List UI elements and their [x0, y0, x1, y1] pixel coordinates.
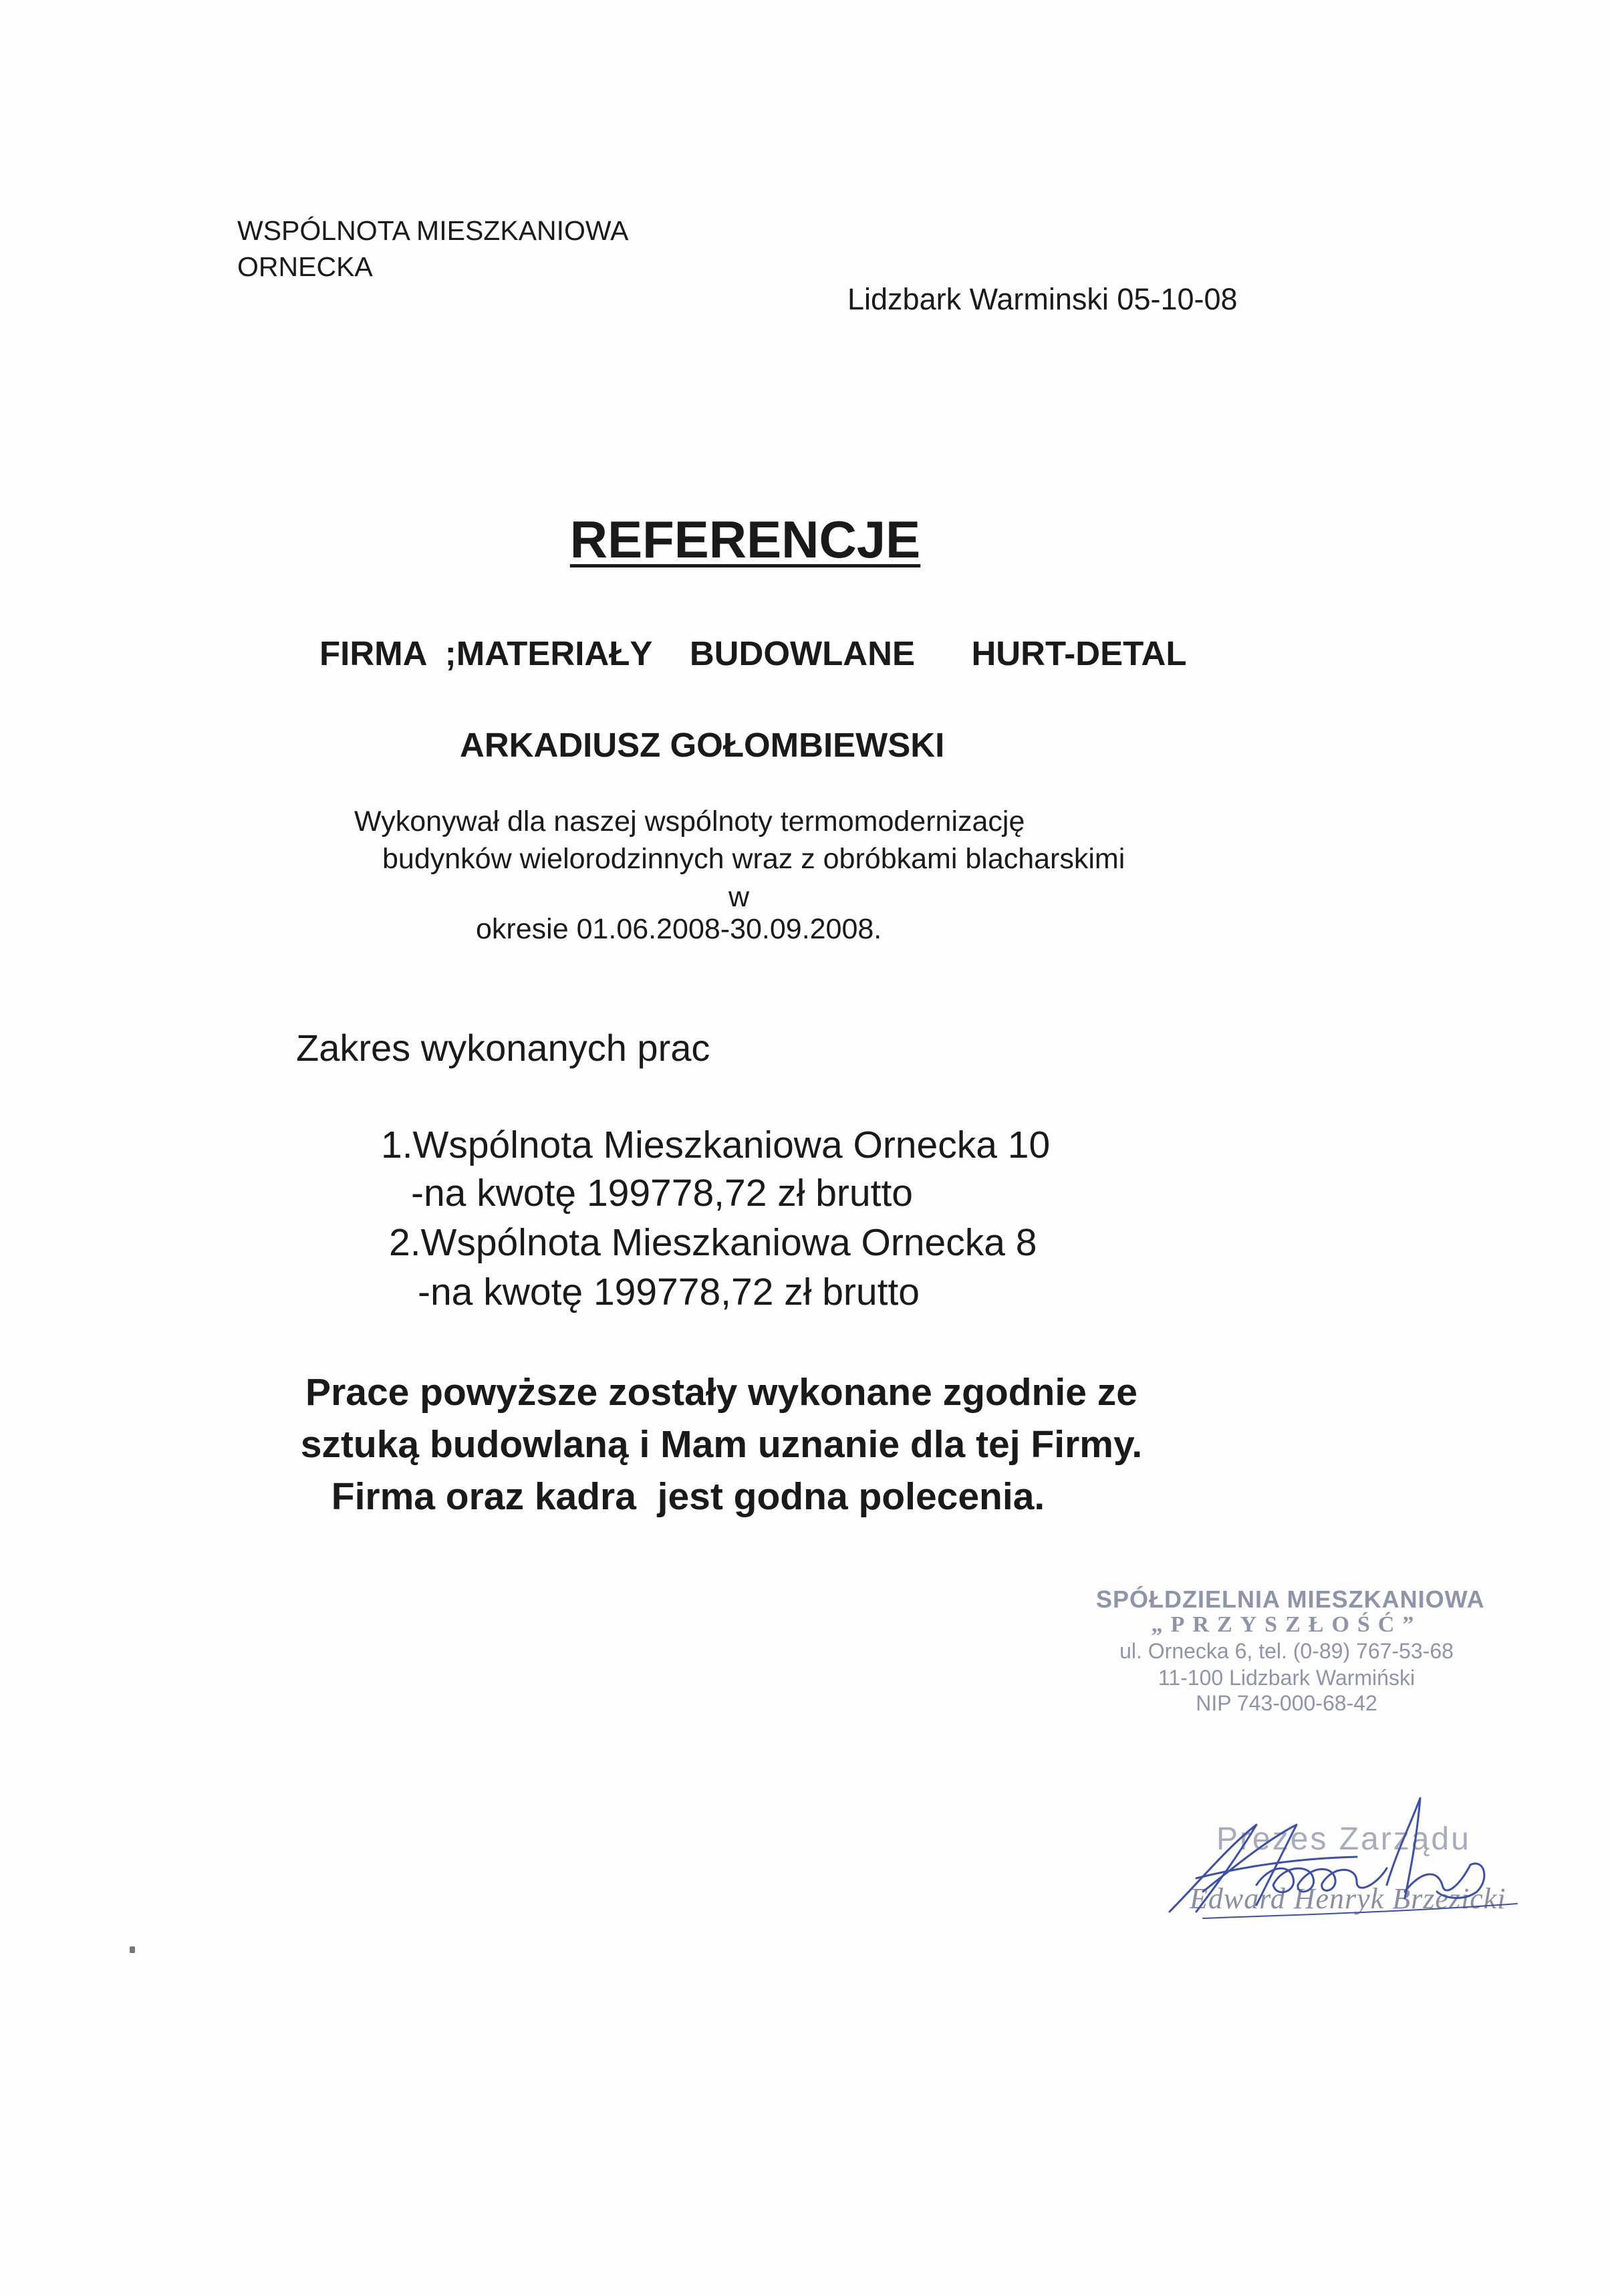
work-item-2-amount: -na kwotę 199778,72 zł brutto	[418, 1271, 920, 1313]
sender-line-1: WSPÓLNOTA MIESZKANIOWA	[237, 215, 629, 246]
scan-speck	[130, 1946, 135, 1953]
stamp-line-3: ul. Ornecka 6, tel. (0-89) 767-53-68	[1119, 1639, 1454, 1663]
closing-line-2: sztuką budowlaną i Mam uznanie dla tej Firmy.	[300, 1423, 1143, 1466]
document-title: REFERENCJE	[569, 510, 921, 569]
description-line-3: w	[728, 881, 750, 913]
work-item-1-amount: -na kwotę 199778,72 zł brutto	[411, 1172, 913, 1215]
stamp-line-4: 11-100 Lidzbark Warmiński	[1158, 1666, 1416, 1690]
stamp-line-5: NIP 743-000-68-42	[1196, 1691, 1377, 1715]
sender-address	[237, 213, 628, 285]
description-line-4: okresie 01.06.2008-30.09.2008.	[476, 913, 882, 945]
firm-name-line-1: FIRMA ;MATERIAŁY BUDOWLANE HURT-DETAL	[319, 634, 1187, 672]
stamp-line-1: SPÓŁDZIELNIA MIESZKANIOWA	[1096, 1585, 1485, 1613]
stamp-line-2: „PRZYSZŁOŚĆ”	[1151, 1612, 1422, 1637]
place-and-date: Lidzbark Warminski 05-10-08	[847, 282, 1238, 316]
signature-title-stamp: Prezes Zarządu	[1216, 1821, 1471, 1857]
work-item-1-title: 1.Wspólnota Mieszkaniowa Ornecka 10	[381, 1124, 1051, 1166]
handwritten-signature	[1156, 1785, 1530, 1932]
closing-line-3: Firma oraz kadra jest godna polecenia.	[331, 1475, 1045, 1518]
description-line-1: Wykonywał dla naszej wspólnoty termomodernizację	[354, 805, 1025, 838]
firm-name-line-2: ARKADIUSZ GOŁOMBIEWSKI	[460, 726, 945, 764]
closing-line-1: Prace powyższe zostały wykonane zgodnie ze	[305, 1371, 1137, 1414]
sender-line-2: ORNECKA	[237, 251, 373, 282]
description-line-2: budynków wielorodzinnych wraz z obróbkami blacharskimi	[382, 843, 1125, 875]
signatory-name-stamp: Edward Henryk Brzezicki	[1190, 1882, 1506, 1915]
work-item-2-title: 2.Wspólnota Mieszkaniowa Ornecka 8	[389, 1221, 1037, 1264]
scope-heading: Zakres wykonanych prac	[296, 1027, 710, 1069]
